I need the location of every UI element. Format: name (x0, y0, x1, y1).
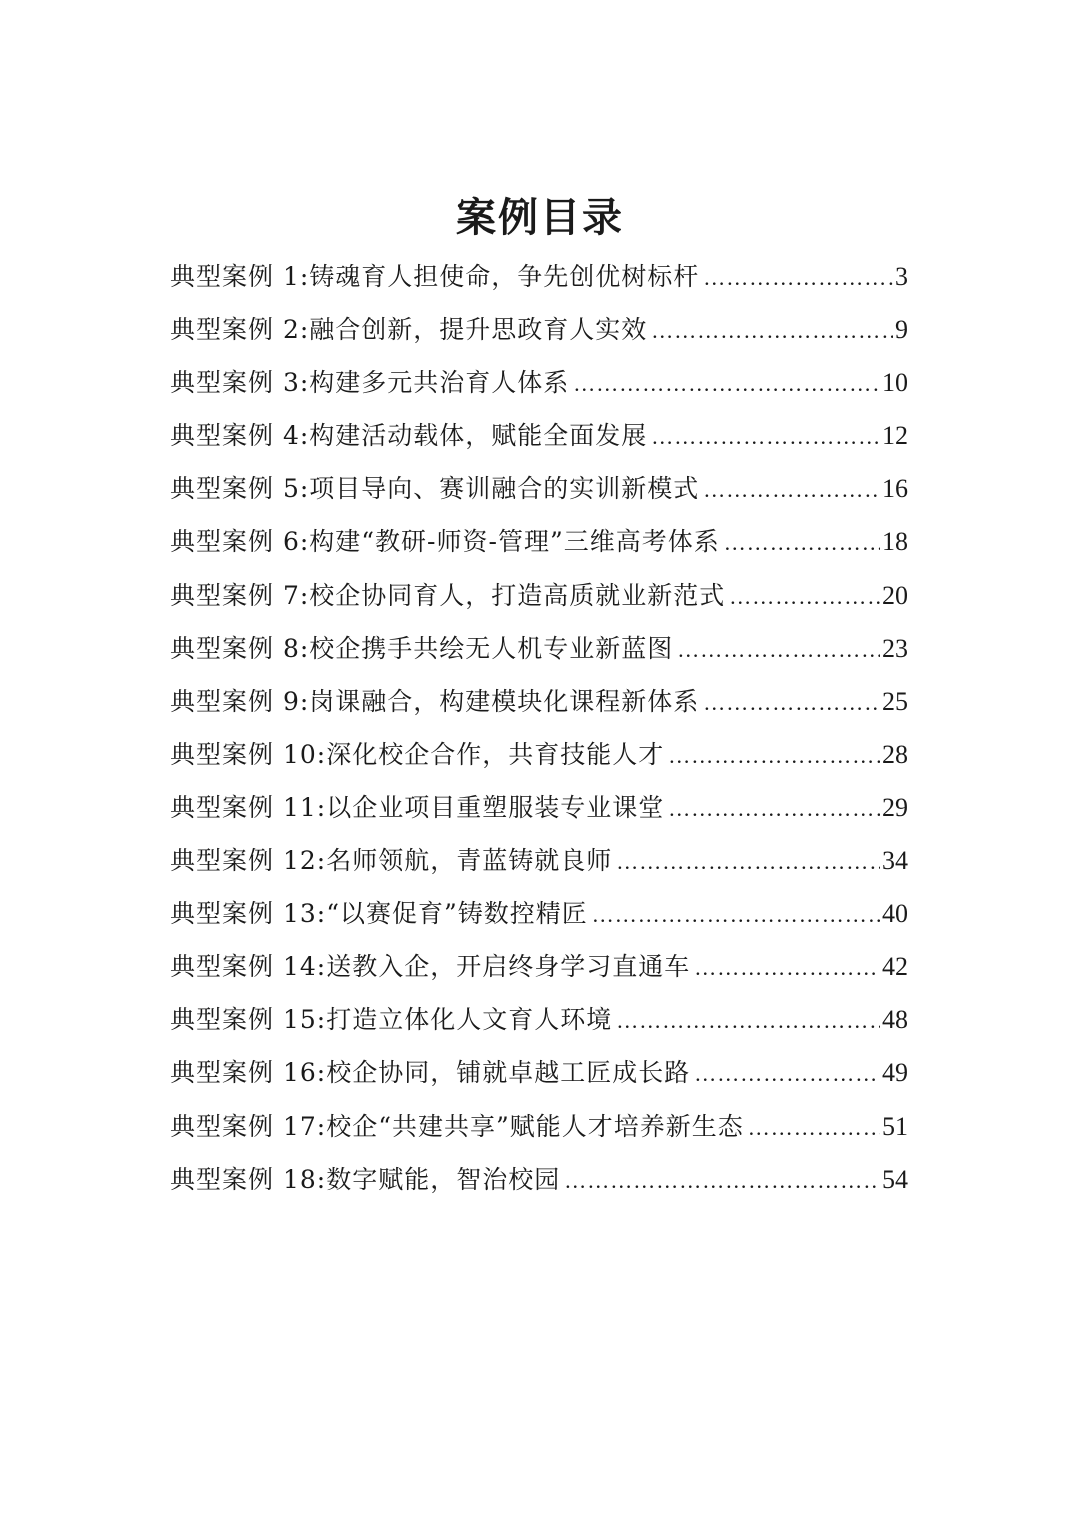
toc-entry (170, 569, 908, 622)
toc-entry-page-number: 42 (882, 952, 908, 982)
toc-entry-number: 典型案例 10: (170, 739, 327, 769)
toc-entry-page-number: 12 (882, 421, 908, 451)
dot-leader (703, 251, 893, 303)
toc-entry-page-number: 20 (882, 580, 908, 610)
toc-entry-page-number: 28 (882, 739, 908, 769)
dot-leader (729, 570, 880, 622)
toc-entry-title: “以赛促育”铸数控精匠 (326, 899, 588, 929)
toc-entry (170, 940, 908, 993)
toc-entry (170, 356, 908, 409)
toc-entry-title: 校企携手共绘无人机专业新蓝图 (309, 633, 674, 663)
toc-entry (170, 462, 908, 515)
toc-entry-title: 校企协同育人，打造高质就业新范式 (309, 580, 726, 610)
toc-entry-title: 构建多元共治育人体系 (309, 368, 570, 398)
dot-leader (724, 516, 880, 568)
toc-entry-number: 典型案例 16: (170, 1058, 327, 1088)
toc-entry-number: 典型案例 5: (170, 474, 310, 504)
toc-entry-page-number: 29 (882, 792, 908, 822)
dot-leader (573, 357, 880, 409)
dot-leader (677, 623, 880, 675)
toc-entry-page-number: 54 (882, 1164, 908, 1194)
dot-leader (668, 782, 880, 834)
toc-entry (170, 303, 908, 356)
toc-entry-number: 典型案例 1: (170, 262, 310, 291)
toc-entry-number: 典型案例 18: (170, 1164, 327, 1194)
toc-entry-page-number: 3 (895, 262, 908, 291)
toc-entry-number: 典型案例 15: (170, 1005, 327, 1035)
toc-entry-title: 打造立体化人文育人环境 (326, 1005, 613, 1035)
toc-entry (170, 887, 908, 940)
toc-entry (170, 515, 908, 568)
toc-entry-page-number: 25 (882, 686, 908, 716)
toc-entry-page-number: 40 (882, 899, 908, 929)
toc-entry-number: 典型案例 8: (170, 633, 310, 663)
toc-entry (170, 781, 908, 834)
toc-entry-title: 岗课融合，构建模块化课程新体系 (309, 686, 700, 716)
dot-leader (651, 410, 880, 462)
table-of-contents (170, 250, 908, 1206)
toc-entry-title: 校企协同，铺就卓越工匠成长路 (326, 1058, 691, 1088)
toc-entry-page-number: 49 (882, 1058, 908, 1088)
toc-entry-number: 典型案例 2: (170, 315, 310, 345)
toc-entry-number: 典型案例 11: (170, 792, 327, 822)
toc-entry-page-number: 16 (882, 474, 908, 504)
toc-entry (170, 834, 908, 887)
dot-leader (668, 729, 880, 781)
dot-leader (703, 676, 880, 728)
toc-entry (170, 622, 908, 675)
toc-entry-title: 送教入企，开启终身学习直通车 (326, 952, 691, 982)
toc-entry-page-number: 18 (882, 527, 908, 557)
toc-entry-number: 典型案例 14: (170, 952, 327, 982)
toc-entry (170, 993, 908, 1046)
toc-entry-number: 典型案例 7: (170, 580, 310, 610)
dot-leader (694, 941, 880, 993)
toc-entry-title: 构建“教研-师资-管理”三维高考体系 (309, 527, 720, 557)
toc-entry (170, 1153, 908, 1206)
toc-entry-title: 融合创新，提升思政育人实效 (309, 315, 648, 345)
toc-entry-title: 名师领航，青蓝铸就良师 (326, 846, 613, 876)
toc-entry (170, 250, 908, 303)
toc-entry-title: 构建活动载体，赋能全面发展 (309, 421, 648, 451)
dot-leader (616, 994, 880, 1046)
toc-entry-title: 项目导向、赛训融合的实训新模式 (309, 474, 700, 504)
toc-entry-title: 深化校企合作，共育技能人才 (326, 739, 665, 769)
toc-entry (170, 409, 908, 462)
toc-entry-page-number: 34 (882, 846, 908, 876)
dot-leader (564, 1154, 880, 1206)
toc-entry-page-number: 23 (882, 633, 908, 663)
toc-entry-number: 典型案例 3: (170, 368, 310, 398)
toc-entry-title: 以企业项目重塑服装专业课堂 (326, 792, 665, 822)
toc-entry-number: 典型案例 6: (170, 527, 310, 557)
dot-leader (651, 304, 893, 356)
dot-leader (748, 1101, 880, 1153)
toc-entry-title: 数字赋能，智治校园 (326, 1164, 561, 1194)
dot-leader (592, 888, 880, 940)
toc-entry-title: 铸魂育人担使命，争先创优树标杆 (309, 262, 700, 291)
toc-entry (170, 675, 908, 728)
toc-entry-page-number: 51 (882, 1111, 908, 1141)
toc-entry-number: 典型案例 12: (170, 846, 327, 876)
toc-entry-page-number: 10 (882, 368, 908, 398)
toc-entry-title: 校企“共建共享”赋能人才培养新生态 (326, 1111, 744, 1141)
toc-entry-page-number: 9 (895, 315, 908, 345)
dot-leader (694, 1047, 880, 1099)
toc-entry (170, 728, 908, 781)
toc-entry (170, 1100, 908, 1153)
toc-entry-number: 典型案例 4: (170, 421, 310, 451)
page-title: 案例目录 (456, 194, 624, 241)
toc-entry-number: 典型案例 17: (170, 1111, 327, 1141)
toc-entry-number: 典型案例 9: (170, 686, 310, 716)
toc-entry-page-number: 48 (882, 1005, 908, 1035)
toc-entry (170, 1046, 908, 1099)
toc-entry-number: 典型案例 13: (170, 899, 327, 929)
dot-leader (703, 463, 880, 515)
dot-leader (616, 835, 880, 887)
